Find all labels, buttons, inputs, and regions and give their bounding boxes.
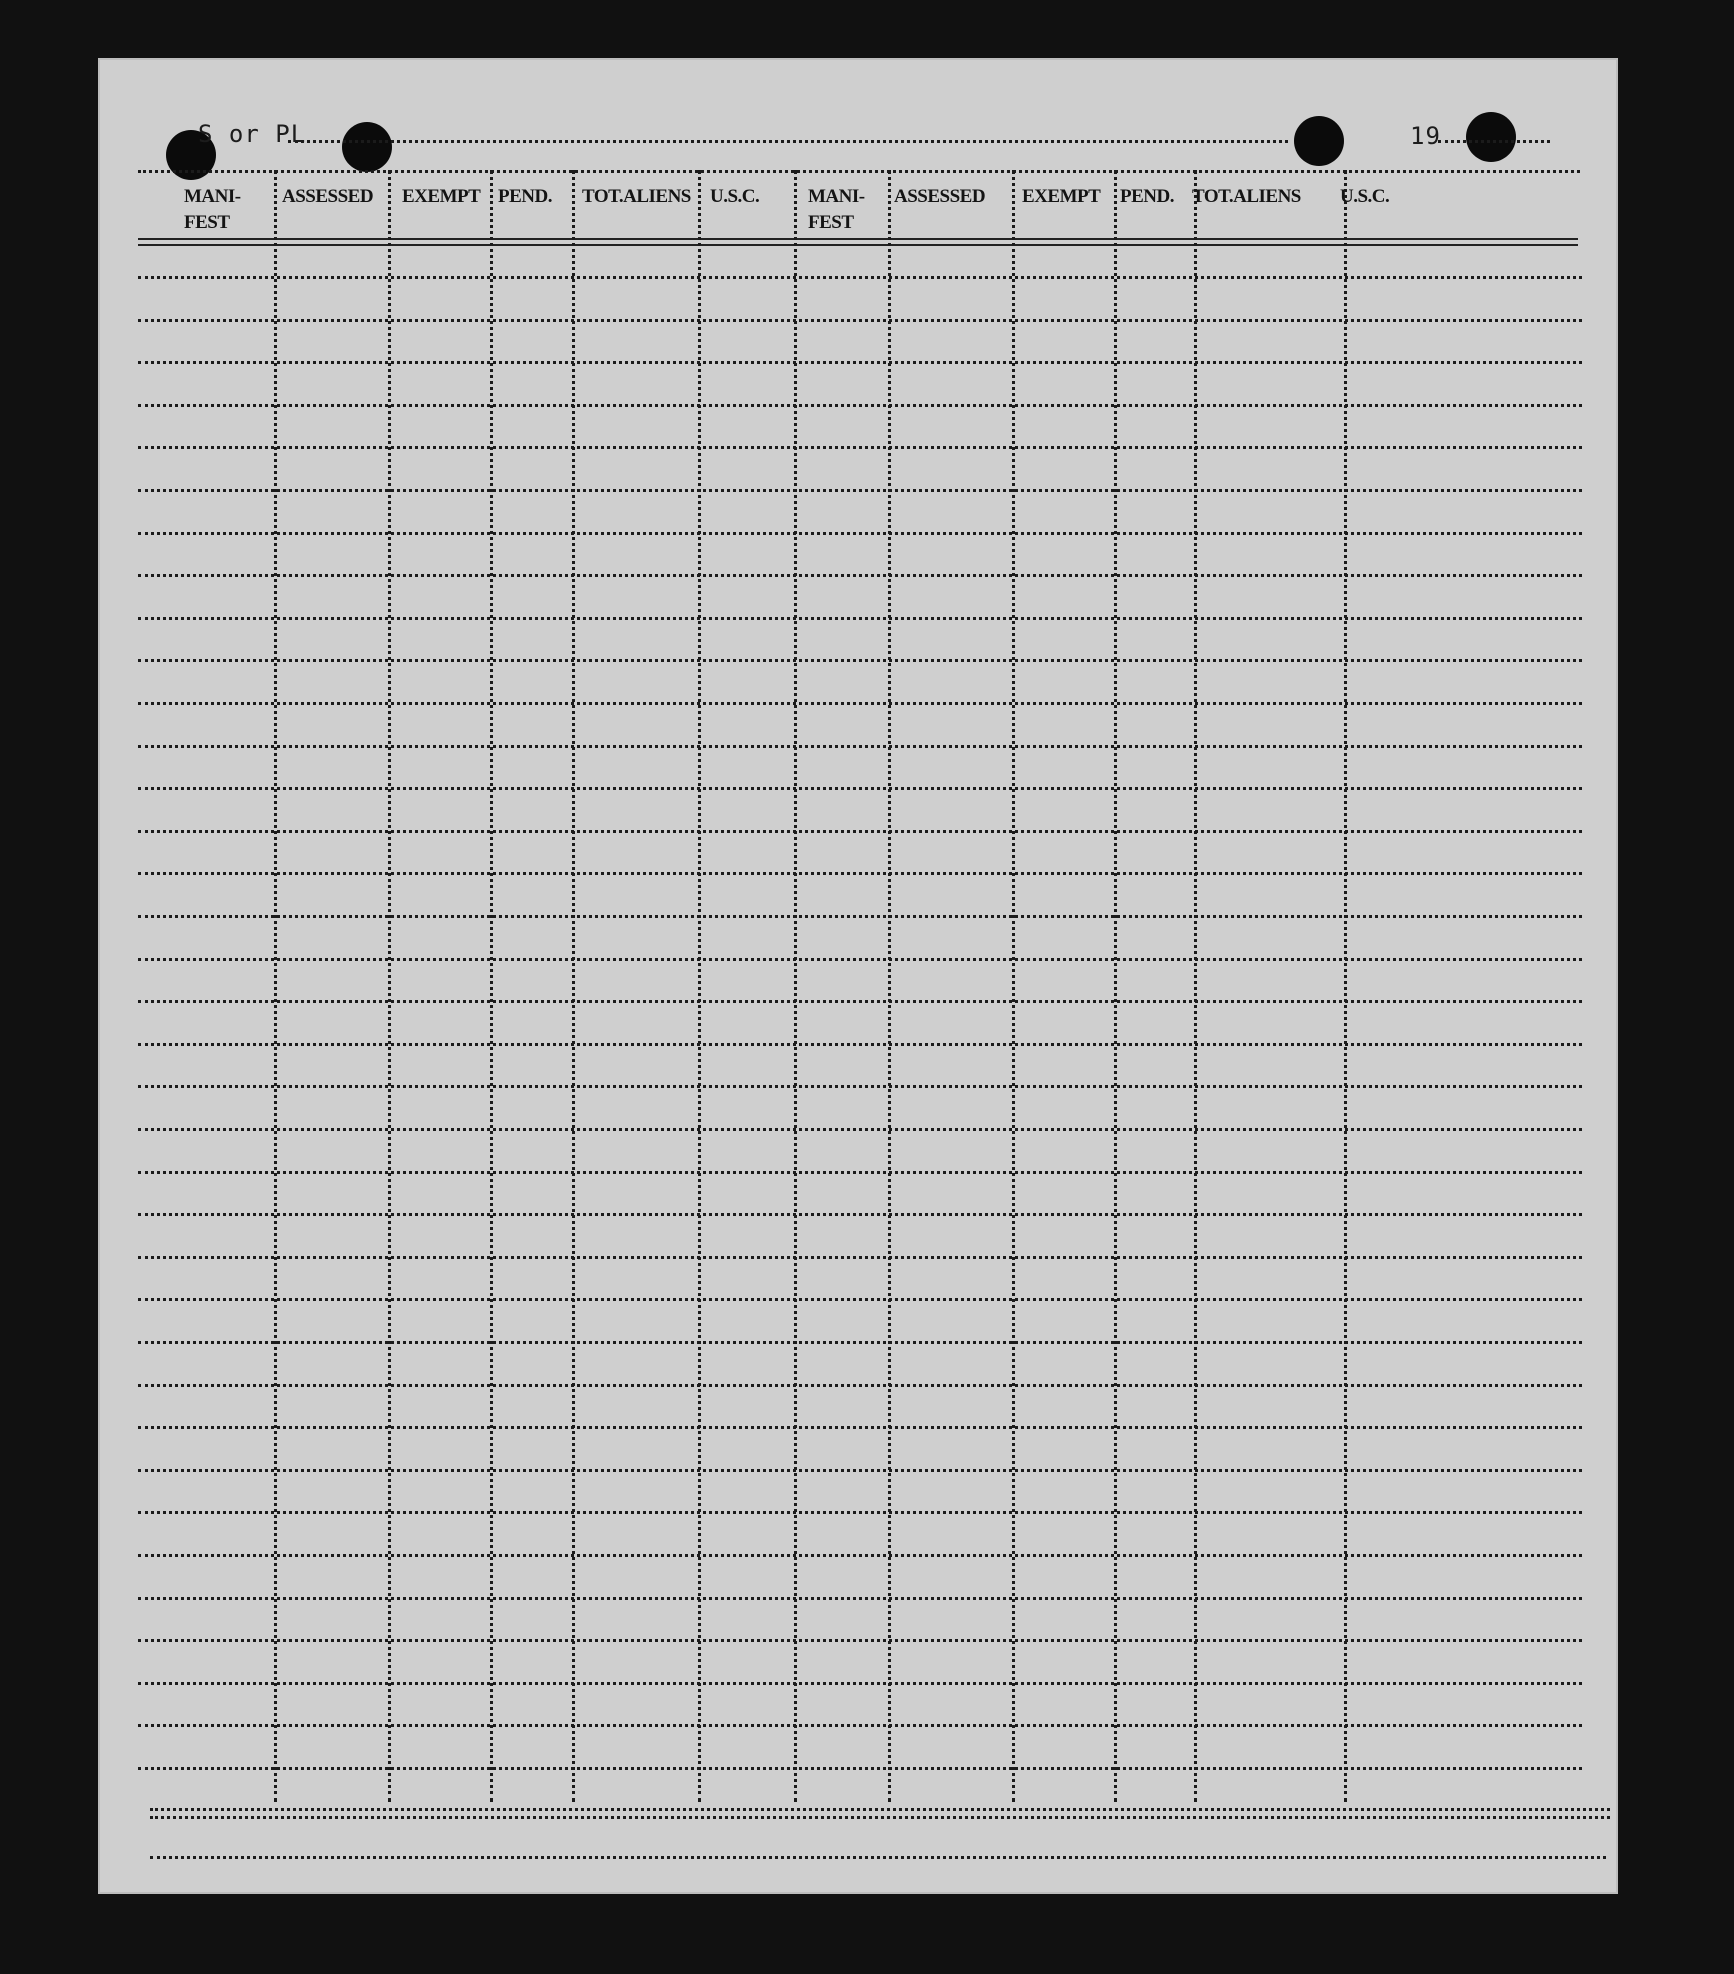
grid-row-line: [138, 872, 1582, 875]
grid-column-line: [1012, 170, 1015, 1802]
header-tot-aliens-left: TOT.ALIENS: [582, 186, 691, 207]
punch-hole-left-2: [342, 122, 392, 172]
grid-row-line: [138, 702, 1582, 705]
header-top-rule: [138, 170, 1580, 173]
grid-row-line: [138, 1724, 1582, 1727]
grid-row-line: [138, 1597, 1582, 1600]
grid-row-line: [138, 745, 1582, 748]
grid-row-line: [138, 1554, 1582, 1557]
header-manifest-left: MANI- FEST: [184, 186, 241, 233]
punch-hole-right: [1294, 116, 1344, 166]
grid-row-line: [138, 1682, 1582, 1685]
header-exempt-right: EXEMPT: [1022, 186, 1101, 207]
grid-row-line: [138, 1298, 1582, 1301]
grid-row-line: [138, 1171, 1582, 1174]
top-dotted-line-right: [1438, 140, 1550, 143]
footer-rule: [150, 1808, 1610, 1811]
grid-row-line: [138, 532, 1582, 535]
grid-column-line: [274, 170, 277, 1802]
footer-signature-line: [150, 1856, 1606, 1859]
grid-row-line: [138, 1767, 1582, 1770]
grid-row-line: [138, 659, 1582, 662]
grid-row-line: [138, 1384, 1582, 1387]
grid-row-line: [138, 617, 1582, 620]
grid-row-line: [138, 404, 1582, 407]
grid-row-line: [138, 446, 1582, 449]
top-dotted-line: [288, 140, 1288, 143]
header-pend-right: PEND.: [1120, 186, 1174, 207]
grid-row-line: [138, 1639, 1582, 1642]
grid-column-line: [388, 170, 391, 1802]
grid-row-line: [138, 1341, 1582, 1344]
grid-row-line: [138, 1128, 1582, 1131]
header-tot-aliens-right: TOT.ALIENS: [1192, 186, 1301, 207]
grid-row-line: [138, 958, 1582, 961]
grid-column-line: [572, 170, 575, 1802]
header-bottom-rule: [138, 238, 1578, 240]
header-bottom-rule-2: [138, 244, 1578, 246]
grid-row-line: [138, 830, 1582, 833]
header-assessed-left: ASSESSED: [282, 186, 374, 207]
grid-row-line: [138, 574, 1582, 577]
grid-column-line: [1114, 170, 1117, 1802]
grid-row-line: [138, 489, 1582, 492]
grid-row-line: [138, 276, 1582, 279]
grid-row-line: [138, 1511, 1582, 1514]
grid-column-line: [888, 170, 891, 1802]
grid-row-line: [138, 1256, 1582, 1259]
grid-column-line: [1344, 170, 1347, 1802]
grid-column-line: [490, 170, 493, 1802]
footer-rule-2: [150, 1816, 1610, 1819]
header-manifest-right: MANI- FEST: [808, 186, 865, 233]
grid-column-line: [698, 170, 701, 1802]
grid-row-line: [138, 1043, 1582, 1046]
grid-row-line: [138, 361, 1582, 364]
year-label: 19: [1410, 122, 1441, 150]
grid-row-line: [138, 787, 1582, 790]
grid-column-line: [794, 170, 797, 1802]
header-pend-left: PEND.: [498, 186, 552, 207]
grid-row-line: [138, 915, 1582, 918]
form-sheet: [98, 58, 1618, 1894]
header-assessed-right: ASSESSED: [894, 186, 986, 207]
header-exempt-left: EXEMPT: [402, 186, 481, 207]
grid-row-line: [138, 1426, 1582, 1429]
grid-row-line: [138, 1000, 1582, 1003]
grid-column-line: [1194, 170, 1197, 1802]
punch-hole-right-2: [1466, 112, 1516, 162]
grid-row-line: [138, 319, 1582, 322]
header-usc-left: U.S.C.: [710, 186, 760, 207]
grid-row-line: [138, 1469, 1582, 1472]
header-usc-right: U.S.C.: [1340, 186, 1390, 207]
top-label: S or PL: [198, 120, 307, 148]
grid-row-line: [138, 1213, 1582, 1216]
grid-row-line: [138, 1085, 1582, 1088]
